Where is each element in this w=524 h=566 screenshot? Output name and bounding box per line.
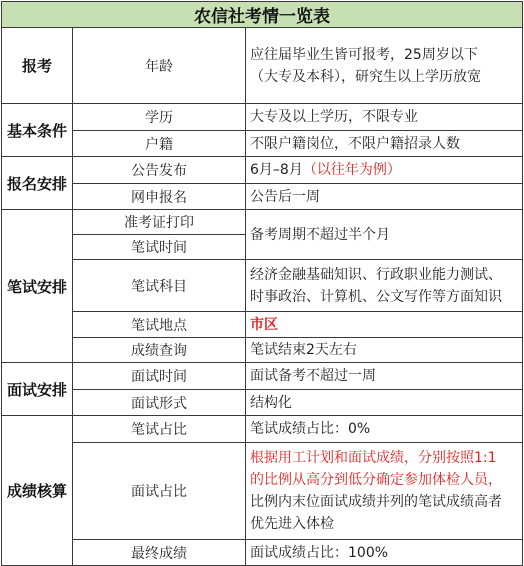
value-final-score: 面试成绩占比：100% <box>246 540 523 566</box>
item-written-time: 笔试时间 <box>73 235 246 260</box>
value-written-location: 市区 <box>246 312 523 338</box>
value-prep-period: 备考周期不超过半个月 <box>246 210 523 260</box>
item-written-location: 笔试地点 <box>73 312 246 338</box>
value-age <box>246 28 523 104</box>
value-written-subjects-line2: 时事政治、计算机、公文写作等方面知识 <box>250 288 502 305</box>
category-mianshi: 面试安排 <box>2 363 73 416</box>
item-interview-ratio: 面试占比 <box>73 443 246 540</box>
category-baokao: 报考 <box>2 28 73 104</box>
value-announcement <box>246 157 523 184</box>
item-score-query: 成绩查询 <box>73 338 246 363</box>
item-interview-format: 面试形式 <box>73 390 246 416</box>
category-jiben: 基本条件 <box>2 104 73 157</box>
item-online-registration: 网申报名 <box>73 184 246 210</box>
item-interview-time: 面试时间 <box>73 363 246 390</box>
value-interview-format: 结构化 <box>246 390 523 416</box>
value-interview-ratio-line4: 优先进入体检 <box>250 516 334 532</box>
value-interview-time: 面试备考不超过一周 <box>246 363 523 390</box>
category-bishi: 笔试安排 <box>2 210 73 363</box>
item-education: 学历 <box>73 104 246 131</box>
value-interview-ratio <box>246 443 523 540</box>
item-age: 年龄 <box>73 28 246 104</box>
item-written-ratio: 笔试占比 <box>73 416 246 443</box>
item-announcement: 公告发布 <box>73 157 246 184</box>
value-written-subjects <box>246 260 523 312</box>
value-education: 大专及以上学历，不限专业 <box>246 104 523 131</box>
item-hukou: 户籍 <box>73 131 246 157</box>
value-score-query: 笔试结束2天左右 <box>246 338 523 363</box>
value-interview-ratio-line1: 根据用工计划和面试成绩，分别按照1:1 <box>250 450 497 466</box>
value-online-registration: 公告后一周 <box>246 184 523 210</box>
item-final-score: 最终成绩 <box>73 540 246 566</box>
value-age-line2: （大专及本科），研究生以上学历放宽 <box>250 68 481 85</box>
value-announcement-text: 6月–8月 <box>250 162 303 178</box>
category-chengji: 成绩核算 <box>2 416 73 566</box>
value-announcement-note: （以往年为例） <box>302 162 401 178</box>
value-age-line1: 应往届毕业生皆可报考，25周岁以下 <box>250 46 478 63</box>
exam-info-table <box>1 1 523 566</box>
item-written-subjects: 笔试科目 <box>73 260 246 312</box>
value-hukou: 不限户籍岗位，不限户籍招录人数 <box>246 131 523 157</box>
value-interview-ratio-line2: 的比例从高分到低分确定参加体检人员， <box>250 472 502 488</box>
item-admission-ticket: 准考证打印 <box>73 210 246 235</box>
category-baoming: 报名安排 <box>2 157 73 210</box>
value-interview-ratio-line3: 比例内末位面试成绩并列的笔试成绩高者 <box>250 494 502 510</box>
table-title: 农信社考情一览表 <box>2 2 523 28</box>
value-written-ratio: 笔试成绩占比：0% <box>246 416 523 443</box>
value-written-subjects-line1: 经济金融基础知识、行政职业能力测试、 <box>250 266 502 283</box>
